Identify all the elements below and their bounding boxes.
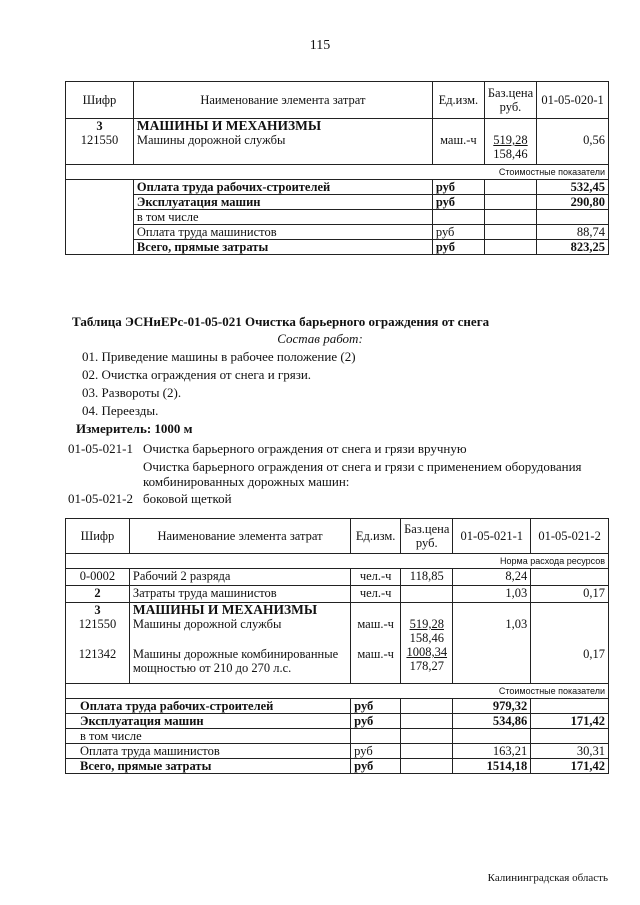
cost-label: Стоимостные показатели — [66, 165, 609, 180]
desc-2c: боковой щеткой — [143, 491, 232, 506]
summary-value-1: 1514,18 — [453, 759, 531, 774]
col-header-unit: Ед.изм. — [351, 519, 401, 554]
desc-2: Очистка барьерного ограждения от снега и грязи с применением оборудования — [143, 459, 582, 474]
summary-row — [66, 699, 609, 714]
col-header-price: Баз.цена руб. — [484, 82, 536, 119]
summary-row — [66, 759, 609, 774]
row-code: 2 — [66, 586, 130, 603]
row-price: 519,28 — [409, 617, 444, 631]
col-header-norm-2: 01-05-021-2 — [531, 519, 609, 554]
meter-label: Измеритель: 1000 м — [76, 421, 193, 436]
summary-row — [66, 225, 609, 240]
row-code: 121550 — [78, 617, 117, 631]
row-value-1: 8,24 — [453, 569, 531, 586]
summary-name: Оплата труда рабочих-строителей — [66, 699, 351, 714]
summary-value: 532,45 — [537, 180, 609, 195]
row-name: Машины дорожной службы — [136, 133, 286, 147]
summary-name: Эксплуатация машин — [133, 195, 432, 210]
col-header-name: Наименование элемента затрат — [133, 82, 432, 119]
col-header-name: Наименование элемента затрат — [129, 519, 350, 554]
row-code: 121550 — [80, 133, 119, 147]
row-name: Машины дорожной службы — [132, 617, 282, 631]
summary-unit: руб — [432, 240, 484, 255]
summary-unit: руб — [351, 699, 401, 714]
summary-unit: руб — [432, 195, 484, 210]
work-item: 02. Очистка ограждения от снега и грязи. — [82, 367, 312, 382]
summary-row — [66, 210, 609, 225]
code-2: 01-05-021-2 — [68, 491, 133, 506]
summary-value-2: 171,42 — [531, 714, 609, 729]
summary-value-2: 171,42 — [531, 759, 609, 774]
row-unit: чел.-ч — [351, 586, 401, 603]
col-header-norm: 01-05-020-1 — [537, 82, 609, 119]
norm-label-row — [66, 554, 609, 569]
summary-name: Оплата труда машинистов — [133, 225, 432, 240]
summary-value-1: 979,32 — [453, 699, 531, 714]
row-price: 1008,34 — [406, 645, 448, 659]
row-name: Машины дорожные комбинированные — [132, 647, 339, 661]
table-header-row — [66, 82, 609, 119]
summary-name: в том числе — [133, 210, 432, 225]
page-number: 115 — [309, 38, 331, 53]
col-header-code: Шифр — [66, 82, 134, 119]
norm-label: Норма расхода ресурсов — [66, 554, 609, 569]
summary-value-1: 534,86 — [453, 714, 531, 729]
row-price2: 158,46 — [493, 147, 528, 161]
summary-name: Оплата труда рабочих-строителей — [133, 180, 432, 195]
section-title: МАШИНЫ И МЕХАНИЗМЫ — [136, 118, 322, 133]
section-title: МАШИНЫ И МЕХАНИЗМЫ — [132, 602, 318, 617]
row-name: Рабочий 2 разряда — [129, 569, 350, 586]
summary-row — [66, 195, 609, 210]
summary-row — [66, 240, 609, 255]
summary-name: Оплата труда машинистов — [66, 744, 351, 759]
table-row — [66, 586, 609, 603]
code-1: 01-05-021-1 — [68, 441, 133, 456]
row-value-2 — [531, 569, 609, 586]
cost-label-row — [66, 684, 609, 699]
row-code: 0-0002 — [66, 569, 130, 586]
summary-value: 290,80 — [537, 195, 609, 210]
cost-label-row — [66, 165, 609, 180]
work-item: 04. Переезды. — [82, 403, 159, 418]
summary-row — [66, 729, 609, 744]
col-header-price: Баз.цена руб. — [401, 519, 453, 554]
table-row — [66, 119, 609, 165]
work-item: 03. Развороты (2). — [82, 385, 182, 400]
footer-region: Калининградская область — [487, 872, 608, 884]
col-header-code: Шифр — [66, 519, 130, 554]
summary-row — [66, 180, 609, 195]
row-unit: маш.-ч — [357, 647, 394, 661]
row-value-1: 1,03 — [505, 617, 528, 631]
work-item: 01. Приведение машины в рабочее положение (2) — [82, 349, 356, 364]
table-header-row — [66, 519, 609, 554]
section-title: Таблица ЭСНиЕРс-01-05-021 Очистка барьерного ограждения от снега — [72, 314, 490, 329]
summary-row — [66, 714, 609, 729]
resource-table-2 — [65, 518, 609, 774]
summary-unit: руб — [351, 714, 401, 729]
row-price2: 158,46 — [409, 631, 444, 645]
row-value-2: 0,17 — [531, 586, 609, 603]
summary-name: в том числе — [66, 729, 351, 744]
col-header-norm-1: 01-05-021-1 — [453, 519, 531, 554]
section-subtitle: Состав работ: — [277, 331, 363, 346]
row-unit: чел.-ч — [351, 569, 401, 586]
summary-unit: руб — [432, 180, 484, 195]
summary-value-2 — [531, 699, 609, 714]
summary-unit: руб — [351, 744, 401, 759]
summary-value-1: 163,21 — [453, 744, 531, 759]
summary-name: Всего, прямые затраты — [66, 759, 351, 774]
row-price2: 178,27 — [409, 659, 444, 673]
row-unit: маш.-ч — [440, 133, 477, 147]
summary-value: 823,25 — [537, 240, 609, 255]
machines-block — [66, 603, 609, 684]
section-code: 3 — [96, 119, 103, 133]
section-code: 3 — [94, 603, 101, 617]
row-value-2: 0,17 — [583, 647, 605, 661]
cost-label: Стоимостные показатели — [66, 684, 609, 699]
resource-table-1 — [65, 81, 609, 255]
row-value-1: 1,03 — [453, 586, 531, 603]
desc-1: Очистка барьерного ограждения от снега и грязи вручную — [143, 441, 467, 456]
row-name: Затраты труда машинистов — [129, 586, 350, 603]
summary-value-2: 30,31 — [531, 744, 609, 759]
row-price: 519,28 — [493, 133, 528, 147]
row-code: 121342 — [78, 647, 117, 661]
summary-value: 88,74 — [537, 225, 609, 240]
row-unit: маш.-ч — [357, 617, 394, 631]
summary-name: Эксплуатация машин — [66, 714, 351, 729]
row-name-2: мощностью от 210 до 270 л.с. — [132, 661, 292, 675]
row-price: 118,85 — [401, 569, 453, 586]
col-header-unit: Ед.изм. — [432, 82, 484, 119]
desc-2b: комбинированных дорожных машин: — [143, 474, 350, 489]
row-value: 0,56 — [583, 133, 605, 147]
summary-unit: руб — [351, 759, 401, 774]
table-row — [66, 569, 609, 586]
summary-name: Всего, прямые затраты — [133, 240, 432, 255]
summary-unit: руб — [432, 225, 484, 240]
summary-row — [66, 744, 609, 759]
